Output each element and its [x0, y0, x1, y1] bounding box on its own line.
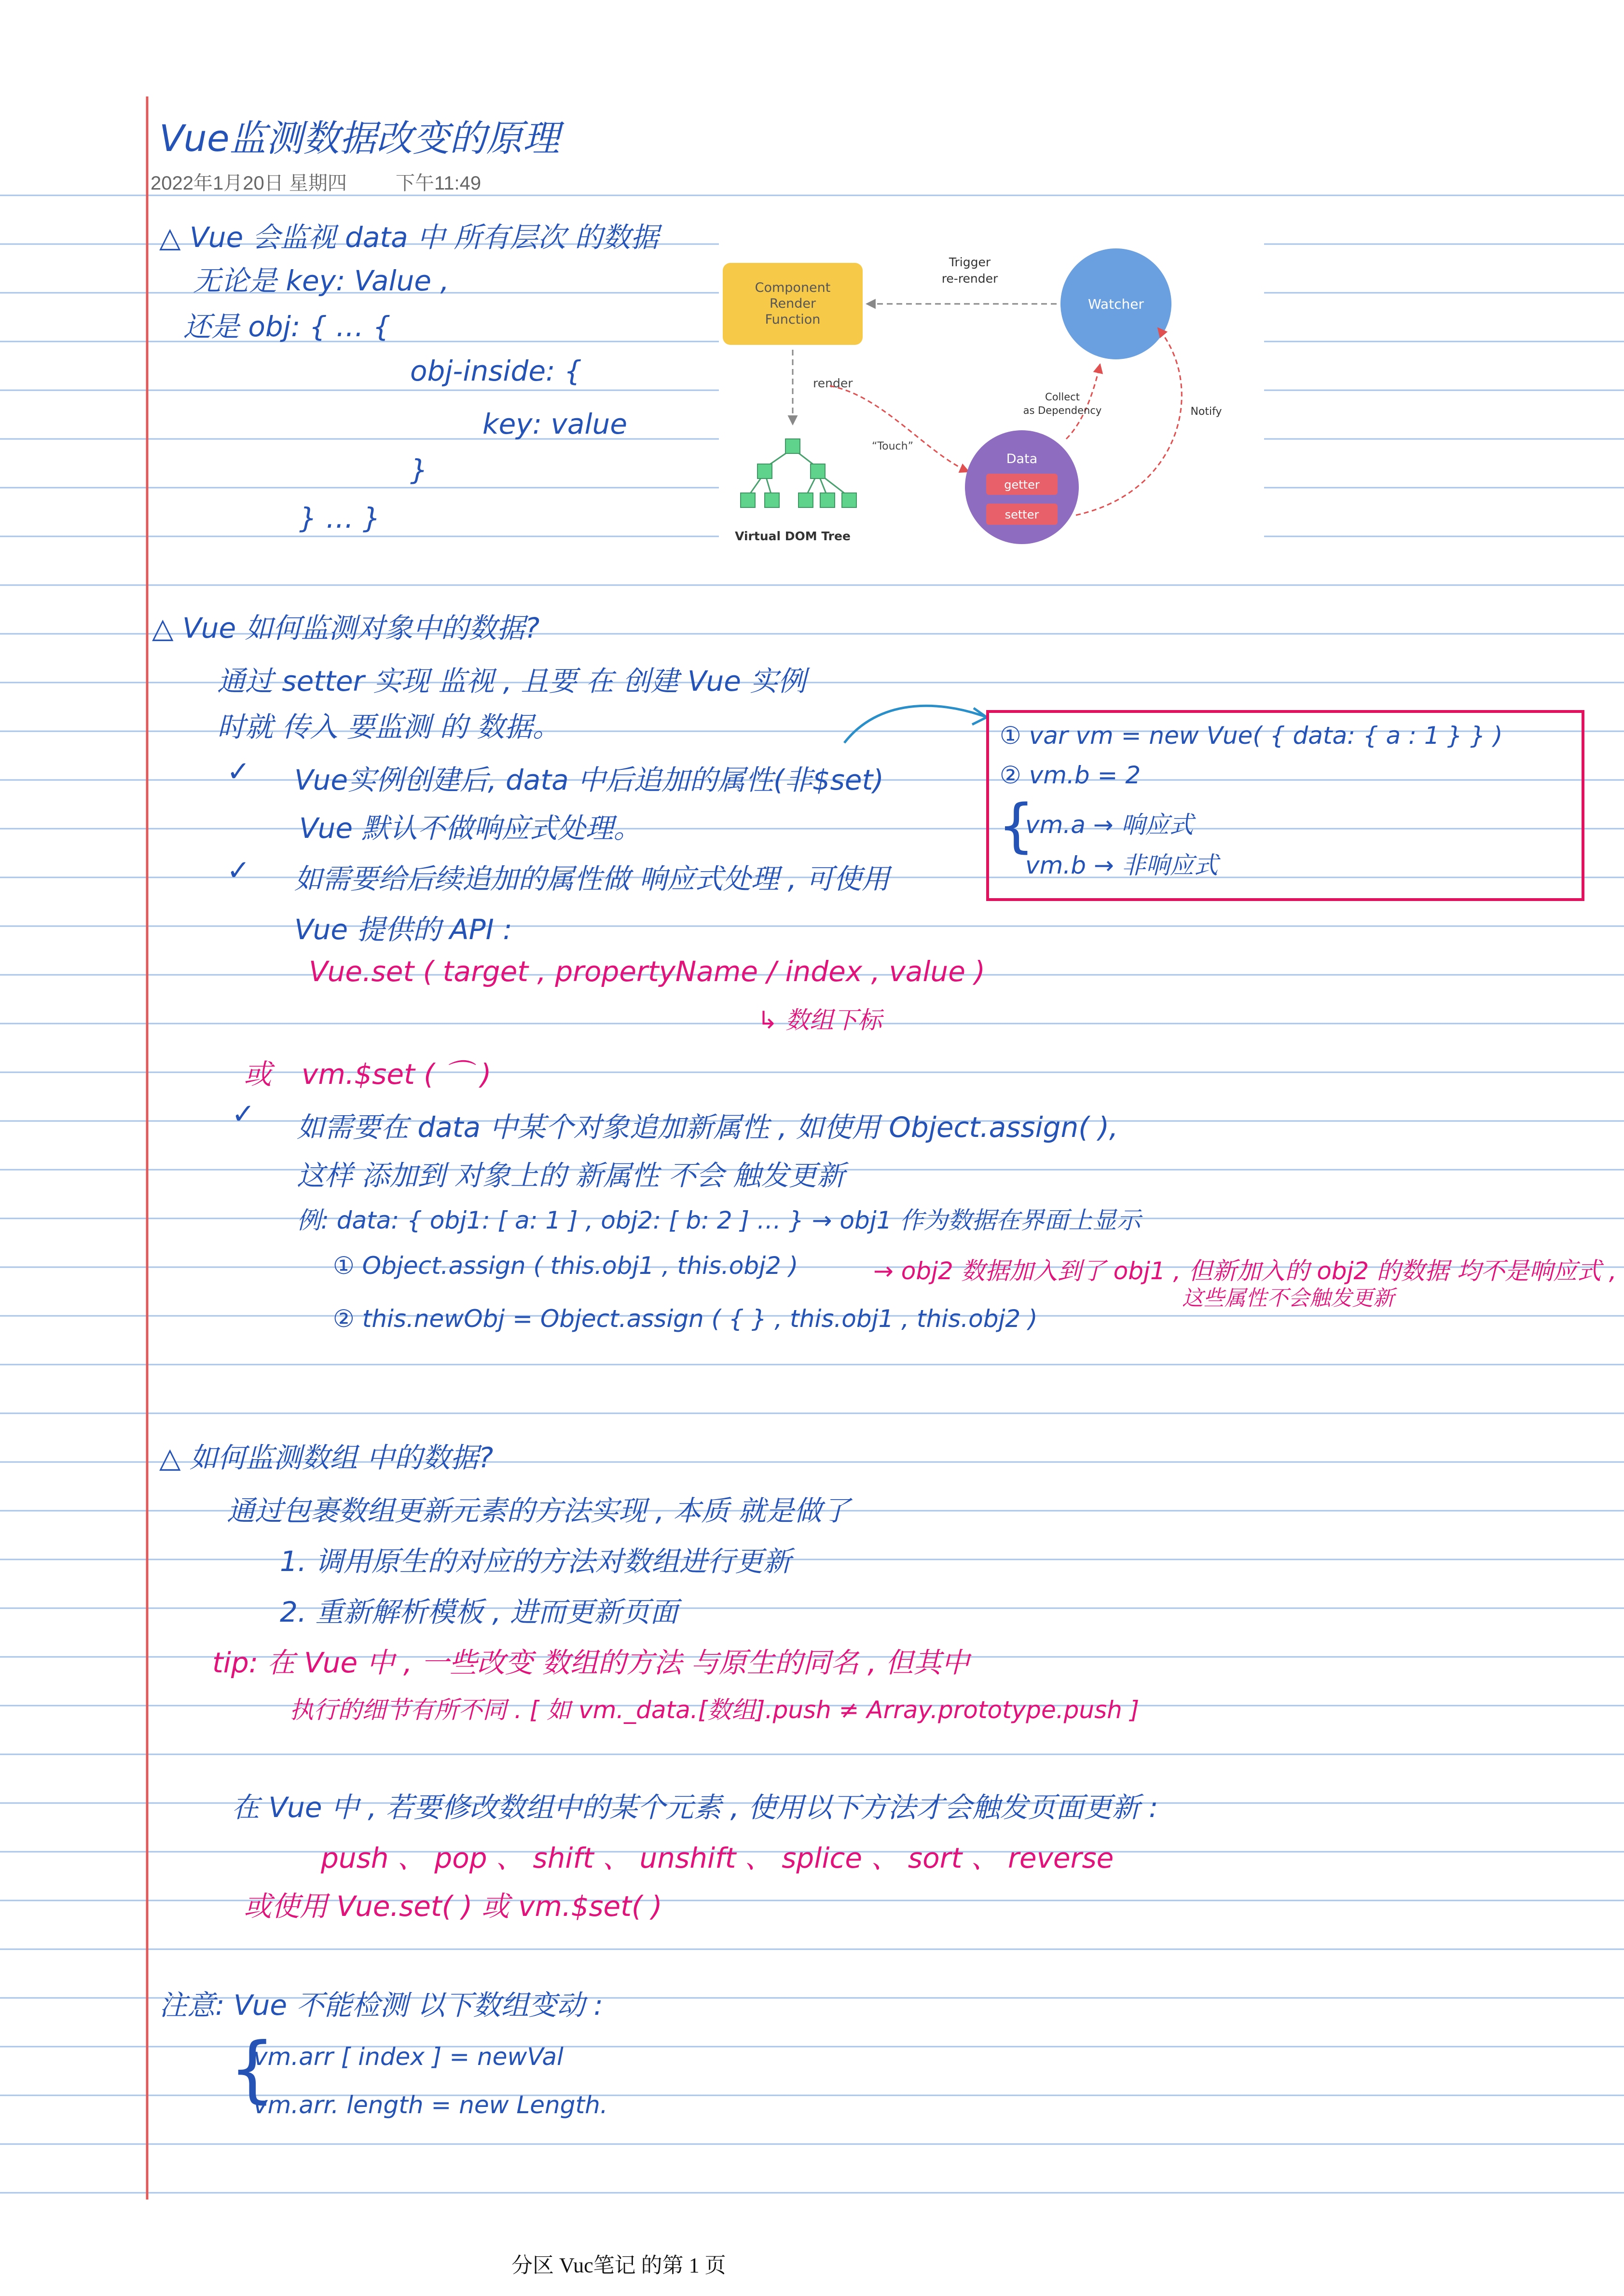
tree-node	[811, 464, 825, 478]
section2-heading: △ Vue 如何监测对象中的数据?	[152, 612, 540, 644]
tree-node	[820, 493, 835, 507]
tree-node	[741, 493, 755, 507]
vue-reactivity-diagram	[719, 241, 1264, 550]
modify-note: 在 Vue 中 , 若要修改数组中的某个元素 , 使用以下方法才会触发页面更新 :	[232, 1791, 1158, 1824]
tree-node	[798, 493, 813, 507]
vm-set-signature: vm.$set ( ⌒ )	[302, 1058, 492, 1091]
rerender-label: re-render	[941, 272, 998, 286]
point3-line: 如需要在 data 中某个对象追加新属性 , 如使用 Object.assign( ),	[297, 1111, 1118, 1144]
getter-label: getter	[1004, 478, 1040, 492]
trigger-label: Trigger	[949, 255, 991, 269]
date-stamp: 2022年1月20日 星期四	[151, 173, 347, 194]
render-label: Render	[769, 296, 816, 311]
or-label: 或	[244, 1058, 272, 1091]
watcher-label: Watcher	[1088, 296, 1144, 312]
virtual-dom-tree-label: Virtual DOM Tree	[735, 529, 851, 543]
box-line-3: vm.a → 响应式	[1025, 811, 1194, 839]
point2-line: Vue 提供的 API :	[294, 913, 512, 946]
brace: {	[229, 2027, 275, 2111]
render-arrow-label: render	[813, 376, 853, 390]
tree-node	[785, 439, 800, 453]
tip-line-1: tip: 在 Vue 中 , 一些改变 数组的方法 与原生的同名 , 但其中	[212, 1646, 970, 1679]
notify-label: Notify	[1190, 406, 1222, 418]
section1-line: } … }	[299, 502, 381, 534]
touch-label: “Touch”	[872, 440, 913, 452]
alt-methods: 或使用 Vue.set( ) 或 vm.$set( )	[244, 1890, 662, 1923]
section1-line: key: value	[482, 408, 627, 440]
brace: {	[998, 793, 1035, 860]
box-line-4: vm.b → 非响应式	[1025, 851, 1218, 879]
data-label: Data	[1006, 451, 1038, 466]
dependency-label: as Dependency	[1023, 405, 1102, 416]
section3-step-1: 1. 调用原生的对应的方法对数组进行更新	[280, 1545, 791, 1578]
tree-node	[842, 493, 856, 507]
tip-line-2: 执行的细节有所不同 . [ 如 vm._data.[数组].push ≠ Array.prototype.push ]	[289, 1696, 1140, 1724]
point1-line: Vue 默认不做响应式处理。	[299, 812, 642, 845]
point3-line: 这样 添加到 对象上的 新属性 不会 触发更新	[297, 1159, 845, 1192]
section3-intro: 通过包裹数组更新元素的方法实现 , 本质 就是做了	[227, 1494, 850, 1527]
example-2: ② this.newObj = Object.assign ( { } , this.obj1 , this.obj2 )	[333, 1305, 1038, 1333]
section3-heading: △ 如何监测数组 中的数据?	[159, 1441, 494, 1474]
example-1: ① Object.assign ( this.obj1 , this.obj2 )	[333, 1252, 798, 1280]
index-note: ↳ 数组下标	[757, 1006, 882, 1034]
section1-heading: △ Vue 会监视 data 中 所有层次 的数据	[159, 221, 659, 254]
example-line: 例: data: { obj1: [ a: 1 ] , obj2: [ b: 2 ] … } → obj1 作为数据在界面上显示	[297, 1206, 1141, 1234]
component-label: Component	[755, 280, 831, 295]
section4-line-2: vm.arr. length = new Length.	[253, 2091, 608, 2119]
box-line-1: ① var vm = new Vue( { data: { a : 1 } } )	[1000, 722, 1503, 750]
setter-label: setter	[1005, 508, 1039, 521]
check-mark: ✓	[227, 854, 250, 887]
page-title: Vue监测数据改变的原理	[159, 117, 560, 160]
array-methods: push 、 pop 、 shift 、 unshift 、 splice 、 sort 、 reverse	[321, 1842, 1114, 1874]
box-line-2: ② vm.b = 2	[1000, 761, 1141, 789]
tree-node	[765, 493, 779, 507]
object-example-box	[986, 710, 1584, 901]
point1-line: Vue实例创建后, data 中后追加的属性(非$set)	[294, 764, 884, 796]
vue-set-signature: Vue.set ( target , propertyName / index , value )	[309, 955, 985, 988]
section4-heading: 注意: Vue 不能检测 以下数组变动 :	[159, 1989, 603, 2022]
section1-line: obj-inside: {	[410, 355, 582, 387]
example-1-note2: 这些属性不会触发更新	[1182, 1286, 1394, 1311]
example-1-note: → obj2 数据加入到了 obj1 , 但新加入的 obj2 的数据 均不是响应式 ,	[873, 1257, 1617, 1285]
section1-line: 无论是 key: Value ,	[193, 264, 449, 297]
check-mark: ✓	[227, 755, 250, 788]
pointer-arrow	[840, 690, 994, 748]
section2-intro: 通过 setter 实现 监视 , 且要 在 创建 Vue 实例	[217, 665, 806, 697]
time-stamp: 下午11:49	[396, 173, 482, 194]
section3-step-2: 2. 重新解析模板 , 进而更新页面	[280, 1596, 678, 1628]
section1-line: 还是 obj: { … {	[183, 310, 391, 343]
page-footer: 分区 Vuc笔记 的第 1 页	[511, 2254, 726, 2277]
collect-label: Collect	[1045, 391, 1080, 403]
section4-line-1: vm.arr [ index ] = newVal	[253, 2043, 564, 2071]
point2-line: 如需要给后续追加的属性做 响应式处理 , 可使用	[294, 862, 890, 895]
section2-intro: 时就 传入 要监测 的 数据。	[217, 711, 561, 743]
section1-line: }	[410, 453, 428, 486]
check-mark: ✓	[232, 1097, 255, 1130]
tree-node	[757, 464, 772, 478]
function-label: Function	[765, 312, 821, 327]
